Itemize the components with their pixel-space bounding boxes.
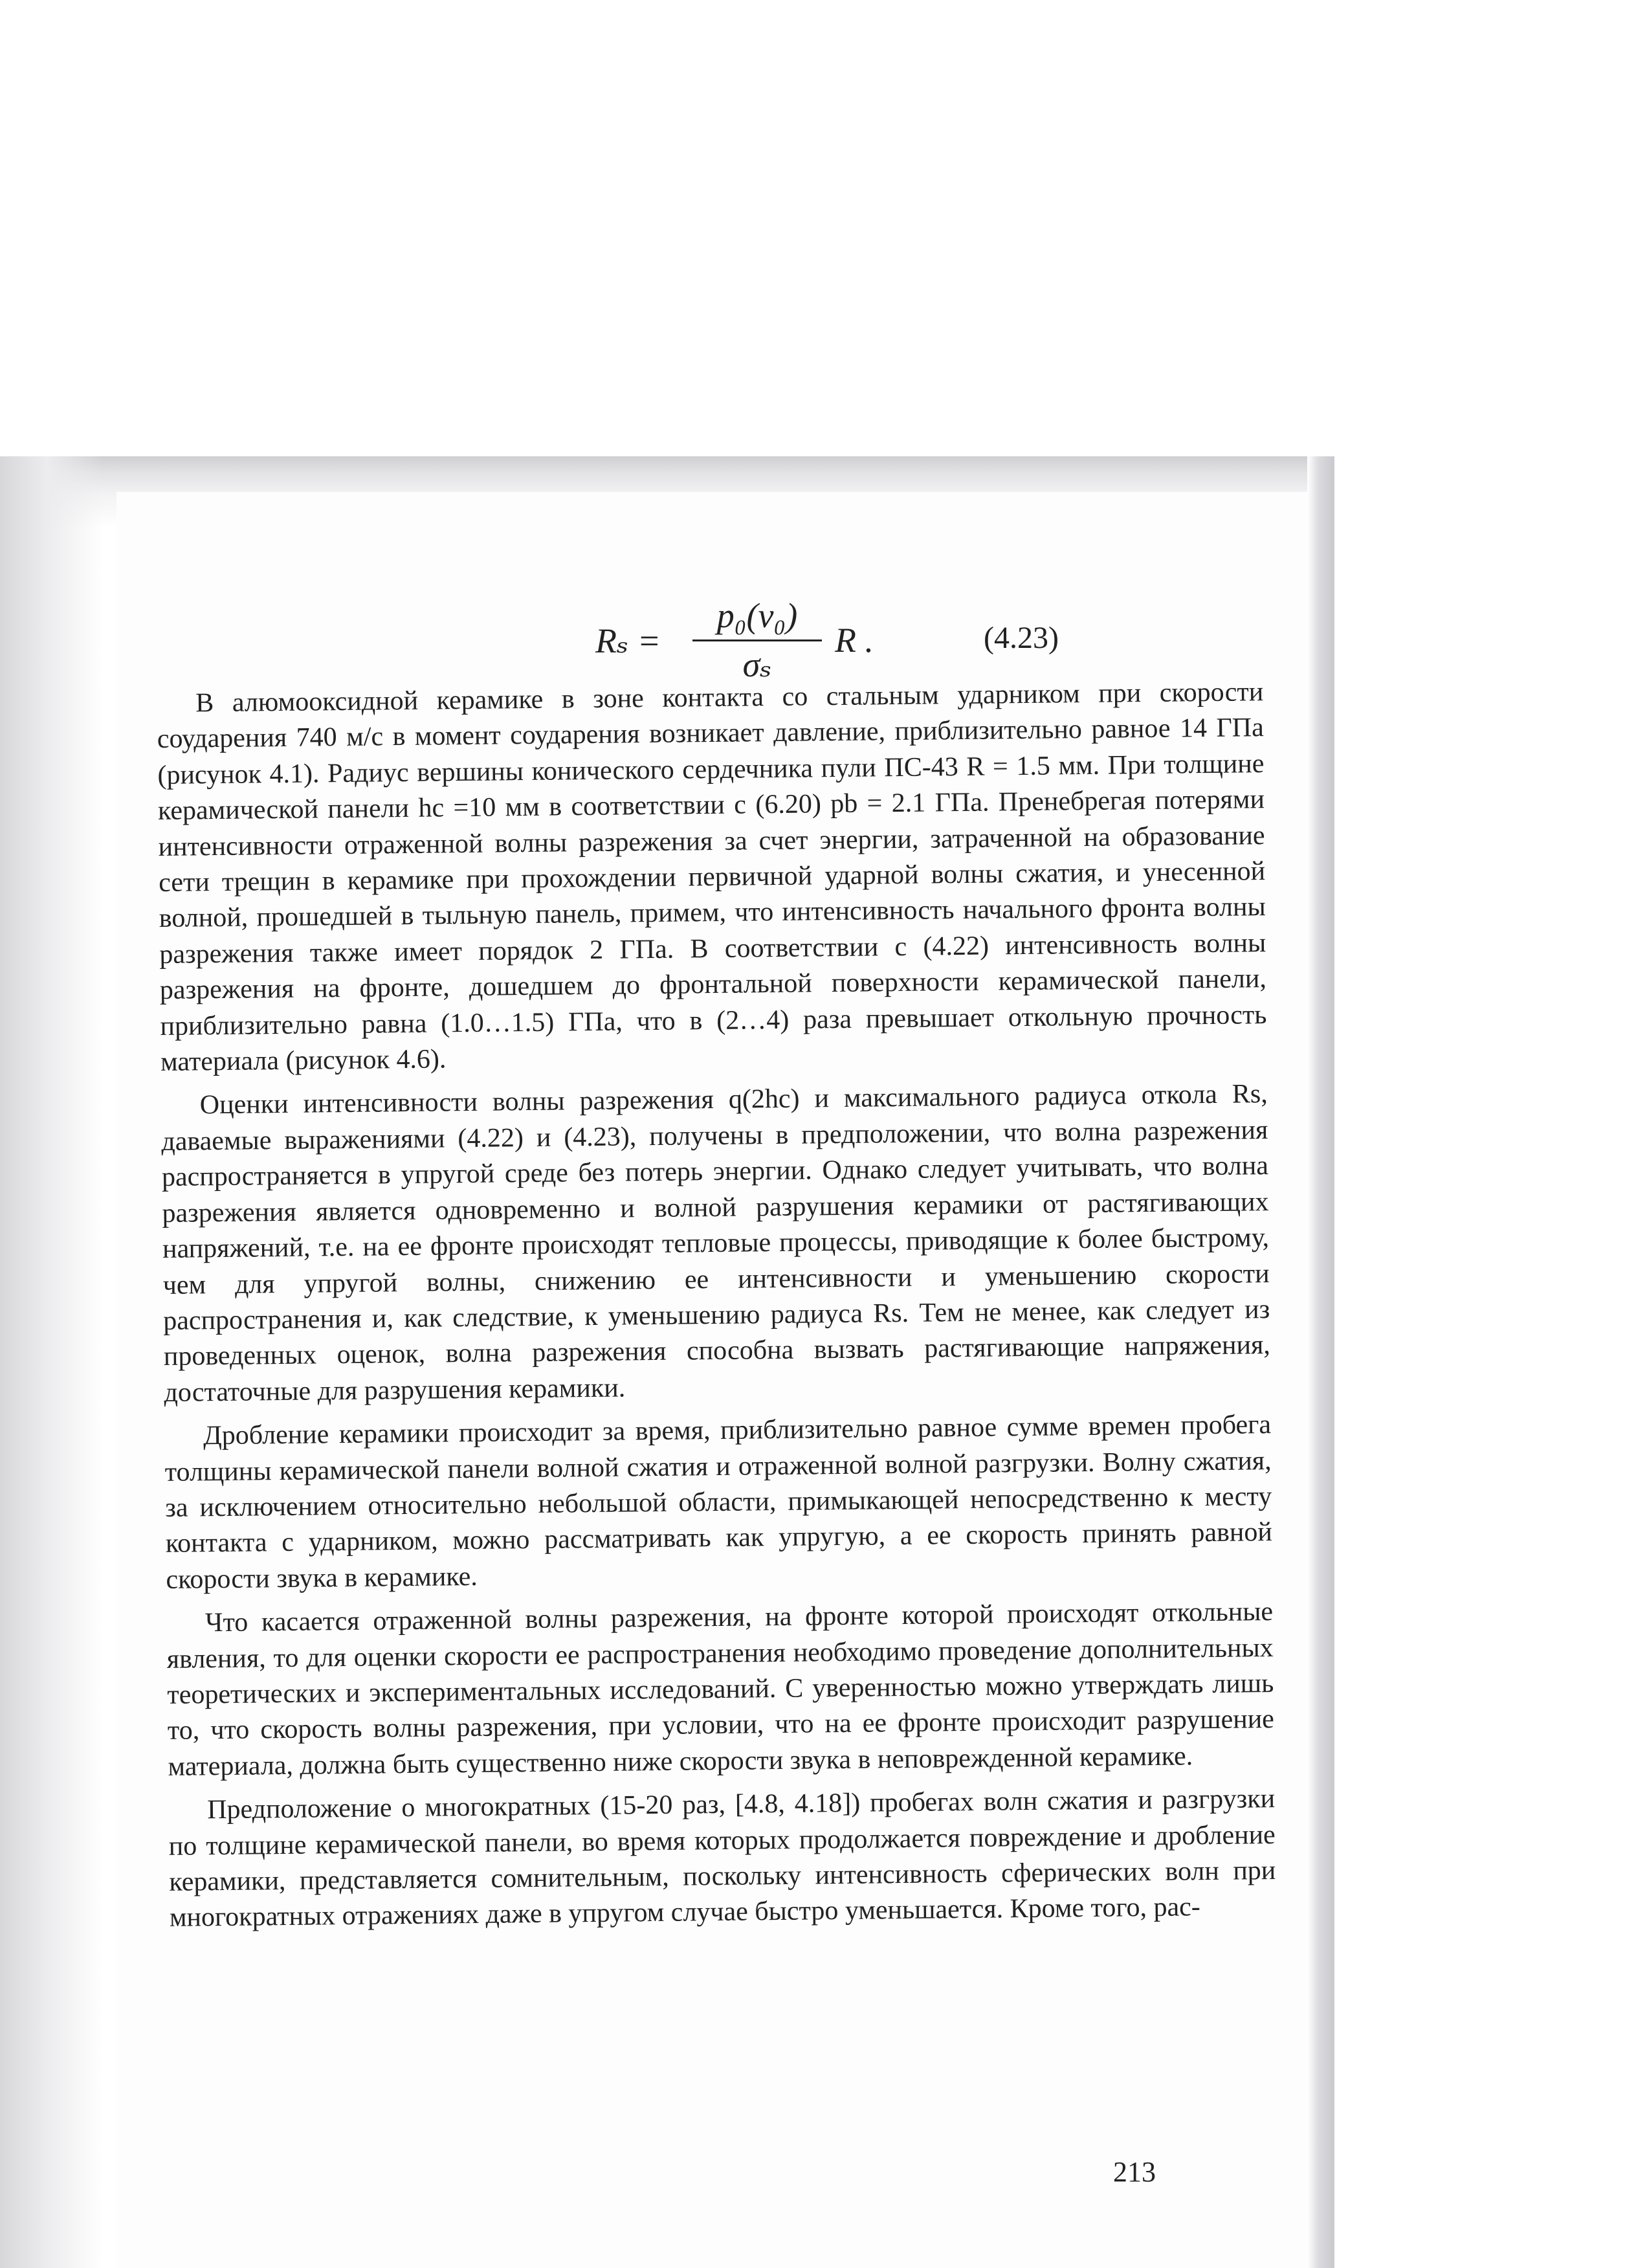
- body-text: [157, 674, 1276, 1944]
- binding-shadow: [0, 456, 104, 2268]
- paragraph-2: Оценки интенсивности волны разрежения q(2hc) и максимального радиуса откола Rs, даваемые выражениями (4.22) и (4.23), получены в предположении, что волна разрежения распространяется в упругой среде без потерь энергии. Однако следует учитывать, что волна разрежения является одновременно и волной разрушения керамики от растягивающих напряжений, т.е. на ее фронте происходят тепловые процессы, приводящие к более быстрому, чем для упругой волны, снижению ее интенсивности и уменьшению скорости распространения и, как следствие, к уменьшению радиуса Rs. Тем не менее, как следует из проведенных оценок, волна разрежения способна вызвать растягивающие напряжения, достаточные для разрушения керамики.: [161, 1079, 1270, 1408]
- formula-number: (4.23): [984, 621, 1059, 655]
- paragraph-5: Предположение о многократных (15-20 раз, [4.8, 4.18]) пробегах волн сжатия и разгрузки по толщине керамической панели, во время которых продолжается повреждение и дробление керамики, представляется сомнительным, поскольку интенсивность сферических волн при многократных отражениях даже в упругом случае быстро уменьшается. Кроме того, рас-: [168, 1784, 1276, 1933]
- formula-fraction: [692, 595, 822, 685]
- formula-lhs: Rₛ =: [595, 621, 661, 660]
- formula-4-23: [595, 595, 880, 693]
- formula-numerator: p₀(v₀): [716, 596, 798, 635]
- formula-denominator: σₛ: [742, 645, 772, 684]
- formula-rhs: R .: [835, 621, 874, 660]
- page-number: 213: [1113, 2156, 1156, 2188]
- paragraph-1: В алюмооксидной керамике в зоне контакта со стальным ударником при скорости соударения 740 м/с в момент соударения возникает давление, приблизительно равное 14 ГПа (рисунок 4.1). Радиус вершины конического сердечника пули ПС-43 R = 1.5 мм. При толщине керамической панели hc =10 мм в соответствии с (6.20) pb = 2.1 ГПа. Пренебрегая потерями интенсивности отраженной волны разрежения за счет энергии, затраченной на образование сети трещин в керамике при прохождении первичной ударной волны сжатия, и унесенной волной, прошедшей в тыльную панель, примем, что интенсивность начального фронта волны разрежения также имеет порядок 2 ГПа. В соответствии с (4.22) интенсивность волны разрежения на фронте, дошедшем до фронтальной поверхности керамической панели, приблизительно равна (1.0…1.5) ГПа, что в (2…4) раза превышает откольную прочность материала (рисунок 4.6).: [157, 677, 1267, 1078]
- fraction-bar: [692, 639, 822, 641]
- paragraph-4: Что касается отраженной волны разрежения, на фронте которой происходят откольные явления, то для оценки скорости ее распространения необходимо проведение дополнительных теоретических и экспериментальных исследований. С уверенностью можно утверждать лишь то, что скорость волны разрежения, при условии, что на ее фронте происходит разрушение материала, должна быть существенно ниже скорости звука в неповрежденной керамике.: [166, 1597, 1275, 1782]
- page-edge: [1307, 456, 1334, 2268]
- book-page: [116, 492, 1307, 2268]
- paragraph-3: Дробление керамики происходит за время, приблизительно равное сумме времен пробега толщины керамической панели волной сжатия и отраженной волной разгрузки. Волну сжатия, за исключением относительно небольшой области, примыкающей непосредственно к месту контакта с ударником, можно рассматривать как упругую, а ее скорость принять равной скорости звука в керамике.: [164, 1410, 1273, 1595]
